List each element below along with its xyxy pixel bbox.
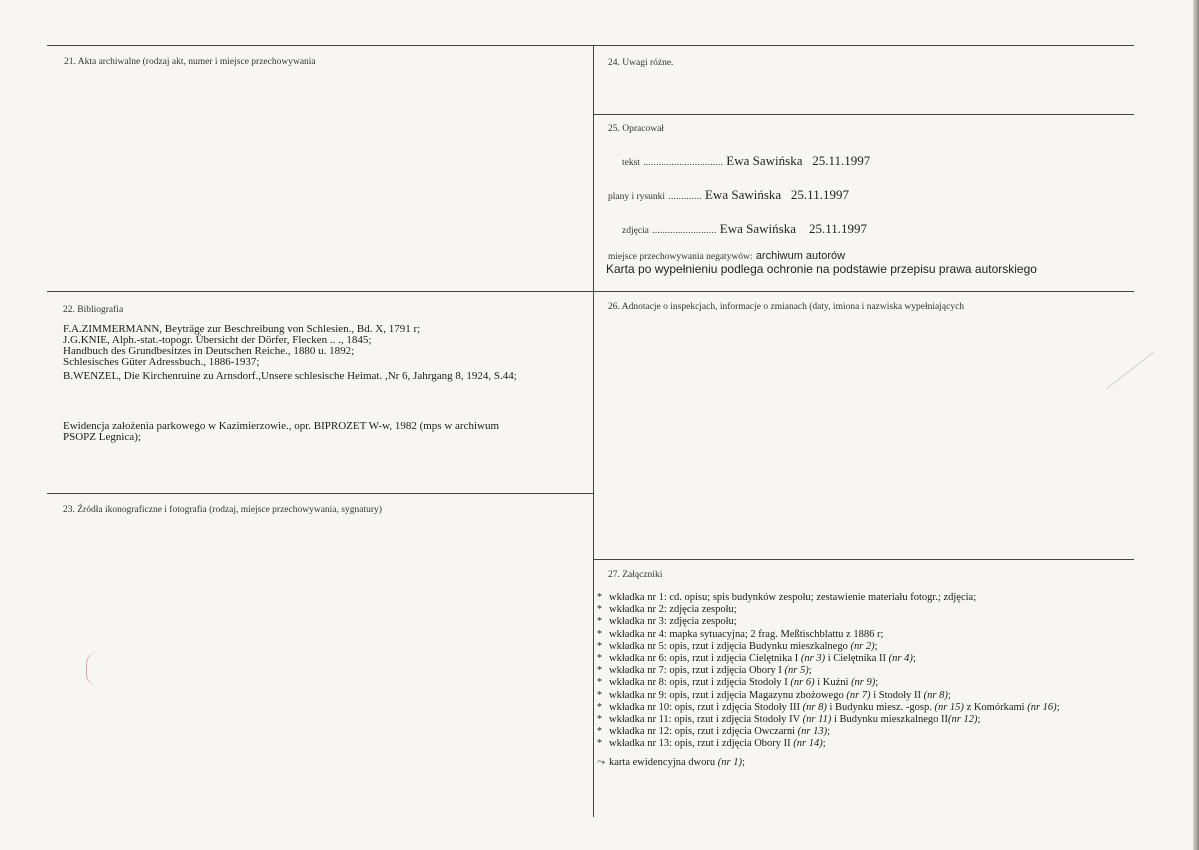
section-24-label: 24. Uwagi różne. — [608, 58, 674, 68]
attachment-item: * wkładka nr 1: cd. opisu; spis budynków zespołu; zestawienie materiału fotogr.; zdjęcia; — [597, 592, 977, 603]
bullet-star: * — [597, 604, 602, 616]
bullet-star: * — [597, 652, 602, 664]
bibliography-item: Ewidencja założenia parkowego w Kazimierzowie., opr. BIPROZET W-w, 1982 (mps w archiwum — [63, 420, 500, 432]
center-divider — [593, 45, 594, 817]
attachment-item: * wkładka nr 13: opis, rzut i zdjęcia Obory II (nr 14); — [597, 738, 826, 750]
credit-plans-date: 25.11.1997 — [790, 187, 849, 202]
bullet-star: * — [597, 665, 602, 677]
attachment-item: * wkładka nr 2: zdjęcia zespołu; — [597, 604, 737, 616]
stray-line — [1106, 352, 1154, 390]
attachment-item: * wkładka nr 8: opis, rzut i zdjęcia Stodoły I (nr 6) i Kuźni (nr 9); — [597, 677, 879, 689]
pencil-mark — [86, 652, 101, 686]
bullet-star: * — [597, 726, 602, 738]
rule-row-2 — [47, 291, 1134, 292]
credit-photos-date: 25.11.1997 — [808, 221, 867, 236]
negatives-line: miejsce przechowywania negatywów: archiwum autorów — [608, 250, 846, 262]
credit-text-name: Ewa Sawińska — [726, 153, 803, 168]
scan-edge — [1193, 0, 1199, 850]
section-23-label: 23. Źródła ikonograficzne i fotografia (rodzaj, miejsce przechowywania, sygnatury) — [63, 505, 382, 515]
credit-plans: plany i rysunki ............. Ewa Sawińska 25.11.1997 — [608, 187, 849, 202]
bullet-star: * — [597, 677, 602, 689]
bullet-star: * — [597, 616, 602, 628]
bullet-star: * — [597, 738, 602, 750]
bibliography-item: B.WENZEL, Die Kirchenruine zu Arnsdorf.,Unsere schlesische Heimat. ,Nr 6, Jahrgang 8, 1924, S.44; — [63, 370, 517, 382]
rule-24-25 — [593, 114, 1134, 115]
bullet-star: * — [597, 689, 602, 701]
bibliography-item: Schlesisches Güter Adressbuch., 1886-1937; — [63, 356, 260, 368]
bullet-star: * — [597, 628, 602, 640]
credit-photos: zdjęcia ......................... Ewa Sawińska 25.11.1997 — [622, 221, 867, 236]
attachment-item: * wkładka nr 5: opis, rzut i zdjęcia Budynku mieszkalnego (nr 2); — [597, 640, 878, 652]
attachment-item: * wkładka nr 9: opis, rzut i zdjęcia Magazynu zbożowego (nr 7) i Stodoły II (nr 8); — [597, 689, 951, 701]
attachment-item: * wkładka nr 11: opis, rzut i zdjęcia Stodoły IV (nr 11) i Budynku mieszkalnego II(nr 12); — [597, 713, 981, 725]
credit-plans-name: Ewa Sawińska — [704, 187, 782, 202]
section-22-label: 22. Bibliografia — [63, 305, 124, 315]
credit-text: tekst ............................... Ewa Sawińska 25.11.1997 — [622, 153, 871, 168]
bullet-star: * — [597, 640, 602, 652]
copyright-note: Karta po wypełnieniu podlega ochronie na podstawie przepisu prawa autorskiego — [606, 262, 1037, 276]
credit-photos-name: Ewa Sawińska — [719, 221, 796, 236]
credit-text-date: 25.11.1997 — [812, 153, 871, 168]
bullet-star: * — [597, 592, 602, 603]
section-27-label: 27. Załączniki — [608, 570, 663, 580]
attachment-item: * wkładka nr 4: mapka sytuacyjna; 2 frag. Meßtischblattu z 1886 r; — [597, 628, 884, 640]
top-rule — [47, 45, 1134, 46]
rule-26-27 — [593, 559, 1134, 560]
attachment-item: * wkładka nr 3: zdjęcia zespołu; — [597, 616, 737, 628]
rule-22-23 — [47, 493, 593, 494]
bullet-star: * — [597, 701, 602, 713]
bibliography-item: F.A.ZIMMERMANN, Beyträge zur Beschreibung von Schlesien., Bd. X, 1791 r; — [63, 323, 421, 335]
section-26-label: 26. Adnotacje o inspekcjach, informacje o zmianach (daty, imiona i nazwiska wypełniających — [608, 302, 965, 312]
section-21-label: 21. Akta archiwalne (rodzaj akt, numer i miejsce przechowywania — [64, 57, 316, 67]
section-25-label: 25. Opracował — [608, 124, 664, 134]
attachment-item: * wkładka nr 12: opis, rzut i zdjęcia Owczarni (nr 13); — [597, 726, 831, 738]
bibliography-item: Handbuch des Grundbesitzes in Deutschen Reiche., 1880 u. 1892; — [63, 345, 355, 357]
bibliography-list — [63, 324, 517, 382]
arrow-icon: ⤳ — [597, 757, 605, 769]
bullet-star: * — [597, 713, 602, 725]
bibliography-item: J.G.KNIE, Alph.-stat.-topogr. Übersicht der Dörfer, Flecken .. ., 1845; — [63, 334, 372, 346]
card-reference: ⤳ karta ewidencyjna dworu (nr 1); — [597, 757, 745, 769]
attachments-list — [597, 592, 1060, 770]
attachment-item: * wkładka nr 6: opis, rzut i zdjęcia Cielętnika I (nr 3) i Cielętnika II (nr 4); — [597, 652, 916, 664]
bibliography-item: PSOPZ Legnica); — [63, 431, 141, 443]
attachment-item: * wkładka nr 10: opis, rzut i zdjęcia Stodoły III (nr 8) i Budynku miesz. -gosp. (nr 15) z Komórkami (nr 16); — [597, 701, 1060, 713]
attachment-item: * wkładka nr 7: opis, rzut i zdjęcia Obory I (nr 5); — [597, 665, 812, 677]
bibliography-extra — [63, 421, 499, 443]
